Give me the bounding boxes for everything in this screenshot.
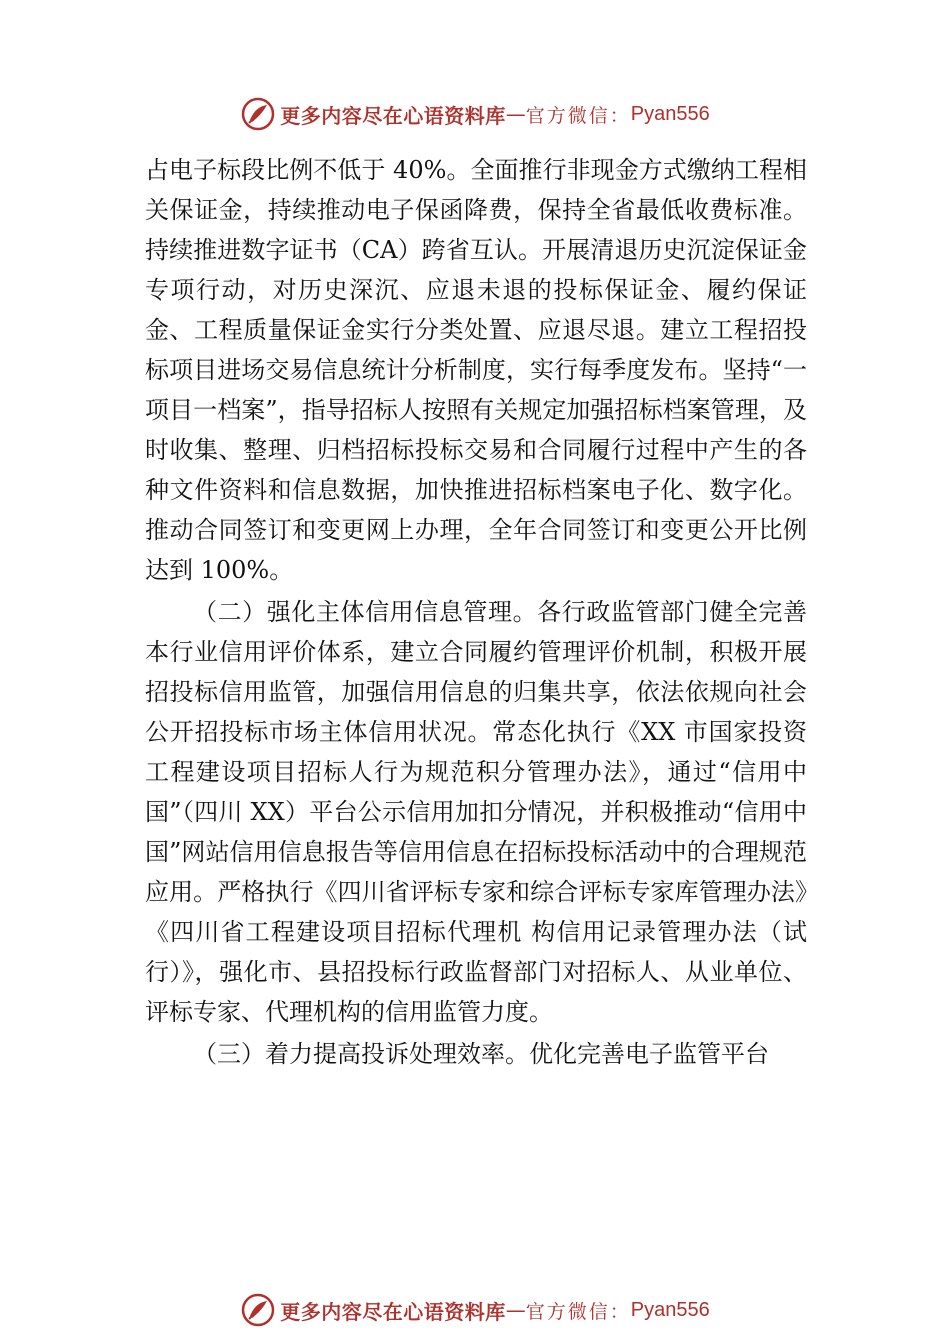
header-banner xyxy=(0,94,950,134)
footer-banner-wechat-id: Pyan556 xyxy=(630,1298,710,1321)
brand-logo-icon xyxy=(240,96,276,132)
body-paragraph-3: （三）着力提高投诉处理效率。优化完善电子监管平台 xyxy=(193,1040,769,1068)
footer-banner-separator: — xyxy=(505,1298,526,1322)
footer-banner-title: 更多内容尽在心语资料库 xyxy=(280,1299,506,1324)
brand-logo-icon xyxy=(240,1292,276,1328)
banner-wechat-id: Pyan556 xyxy=(630,102,710,125)
banner-separator: — xyxy=(505,102,526,126)
banner-title: 更多内容尽在心语资料库 xyxy=(280,103,506,128)
body-paragraph-1: 占电子标段比例不低于 40%。全面推行非现金方式缴纳工程相关保证金，持续推动电子保函降费，保持全省最低收费标准。持续推进数字证书（CA）跨省互认。开展清退历史沉淀保证金专项行动，对历史深沉、应退未退的投标保证金、履约保证金、工程质量保证金实行分类处置、应退尽退。建立工程招投标项目进场交易信息统计分析制度，实行每季度发布。坚持“一项目一档案”，指导招标人按照有关规定加强招标档案管理，及时收集、整理、归档招标投标交易和合同履行过程中产生的各种文件资料和信息数据，加快推进招标档案电子化、数字化。推动合同签订和变更网上办理，全年合同签订和变更公开比例达到 100%。 xyxy=(145,156,807,584)
footer-banner-wechat-label: 官方微信： xyxy=(525,1300,631,1323)
footer-banner xyxy=(0,1290,950,1330)
body-paragraph-2: （二）强化主体信用信息管理。各行政监管部门健全完善本行业信用评价体系，建立合同履约管理评价机制，积极开展招投标信用监管，加强信用信息的归集共享，依法依规向社会公开招投标市场主体信用状况。常态化执行《XX 市国家投资工程建设项目招标人行为规范积分管理办法》，通过“信用中国”（四川 XX）平台公示信用加扣分情况，并积极推动“信用中国”网站信用信息报告等信用信息在招标投标活动中的合理规范应用。严格执行《四川省评标专家和综合评标专家库管理办法》《四川省工程建设项目招标代理机 构信用记录管理办法（试行）》，强化市、县招投标行政监督部门对招标人、从业单位、评标专家、代理机构的信用监管力度。 xyxy=(145,598,807,1026)
document-body xyxy=(145,150,807,1074)
banner-wechat-label: 官方微信： xyxy=(525,104,631,127)
